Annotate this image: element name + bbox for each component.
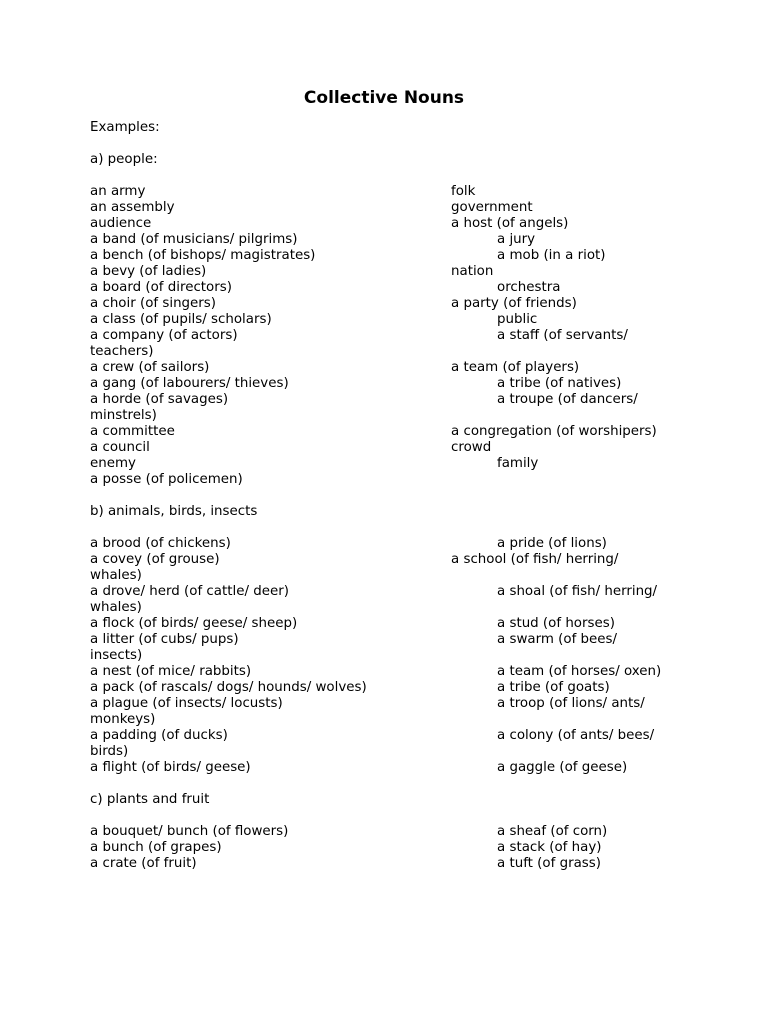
text-line: a bunch (of grapes) [90,840,222,855]
text-line: a stud (of horses) [497,616,615,631]
text-line: public [497,312,538,327]
text-line: orchestra [497,280,561,295]
text-line: enemy [90,456,136,471]
text-line: a troop (of lions/ ants/ [497,696,645,711]
text-line: a jury [497,232,536,247]
text-line: minstrels) [90,408,157,423]
page-title: Collective Nouns [303,88,465,108]
text-line: a crew (of sailors) [90,360,210,375]
text-line: a flock (of birds/ geese/ sheep) [90,616,298,631]
text-line: a covey (of grouse) [90,552,220,567]
text-line: birds) [90,744,129,759]
text-line: a stack (of hay) [497,840,602,855]
text-line: nation [451,264,494,279]
text-line: a padding (of ducks) [90,728,228,743]
text-line: teachers) [90,344,154,359]
text-line: a nest (of mice/ rabbits) [90,664,252,679]
text-line: a band (of musicians/ pilgrims) [90,232,298,247]
text-line: a flight (of birds/ geese) [90,760,251,775]
text-line: a colony (of ants/ bees/ [497,728,655,743]
text-line: government [451,200,533,215]
text-line: a litter (of cubs/ pups) [90,632,239,647]
text-line: a staff (of servants/ [497,328,628,343]
text-line: Examples: [90,120,160,135]
text-line: a committee [90,424,175,439]
text-line: a posse (of policemen) [90,472,243,487]
text-line: a choir (of singers) [90,296,217,311]
text-line: a bench (of bishops/ magistrates) [90,248,316,263]
text-line: a troupe (of dancers/ [497,392,638,407]
text-line: a bouquet/ bunch (of flowers) [90,824,289,839]
text-line: a tribe (of goats) [497,680,610,695]
text-line: a party (of friends) [451,296,577,311]
text-line: a class (of pupils/ scholars) [90,312,272,327]
text-line: a tribe (of natives) [497,376,622,391]
text-line: whales) [90,568,142,583]
text-line: a plague (of insects/ locusts) [90,696,283,711]
text-line: a team (of horses/ oxen) [497,664,662,679]
text-line: a board (of directors) [90,280,232,295]
text-line: a sheaf (of corn) [497,824,608,839]
text-line: a gaggle (of geese) [497,760,628,775]
text-line: a pack (of rascals/ dogs/ hounds/ wolves) [90,680,367,695]
text-line: a brood (of chickens) [90,536,231,551]
text-line: a) people: [90,152,158,167]
text-line: audience [90,216,152,231]
text-line: a host (of angels) [451,216,569,231]
text-line: a company (of actors) [90,328,238,343]
text-line: a team (of players) [451,360,580,375]
text-line: monkeys) [90,712,156,727]
text-line: a drove/ herd (of cattle/ deer) [90,584,289,599]
text-line: b) animals, birds, insects [90,504,258,519]
text-line: a council [90,440,150,455]
text-line: a mob (in a riot) [497,248,606,263]
text-line: a crate (of fruit) [90,856,197,871]
text-line: a bevy (of ladies) [90,264,207,279]
text-line: insects) [90,648,143,663]
text-line: a shoal (of fish/ herring/ [497,584,658,599]
text-line: family [497,456,539,471]
text-line: an army [90,184,146,199]
text-line: a swarm (of bees/ [497,632,618,647]
text-line: a horde (of savages) [90,392,229,407]
text-line: a gang (of labourers/ thieves) [90,376,289,391]
text-line: whales) [90,600,142,615]
text-line: a pride (of lions) [497,536,607,551]
text-line: an assembly [90,200,175,215]
text-line: folk [451,184,476,199]
text-line: crowd [451,440,492,455]
text-line: a congregation (of worshipers) [451,424,657,439]
text-line: c) plants and fruit [90,792,210,807]
text-line: a tuft (of grass) [497,856,601,871]
text-line: a school (of fish/ herring/ [451,552,619,567]
